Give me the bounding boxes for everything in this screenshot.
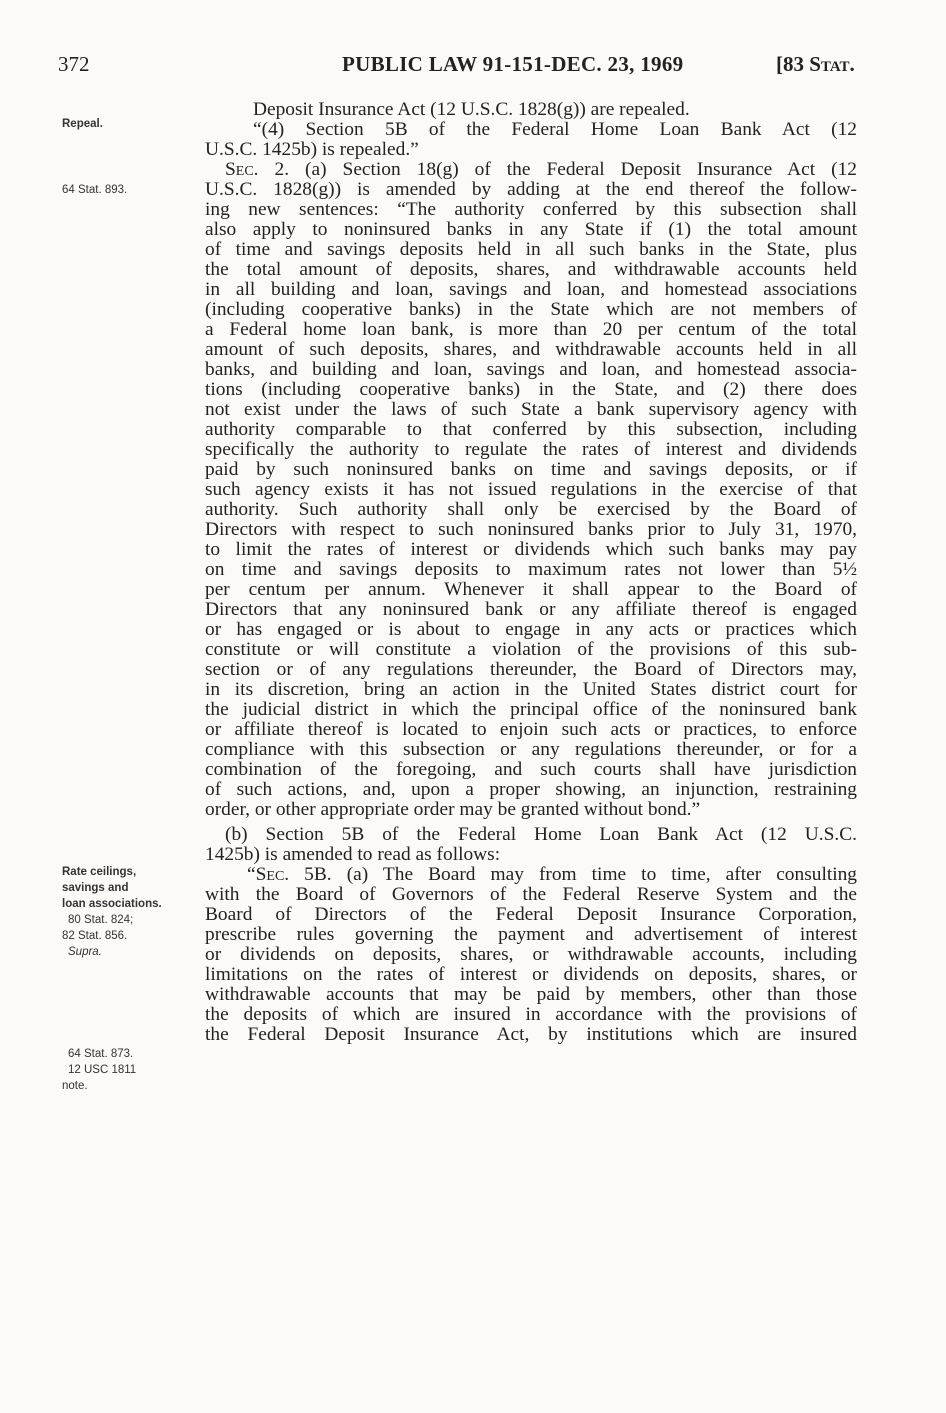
- text-line: U.S.C. 1425b) is repealed.”: [205, 139, 419, 160]
- statute-volume: [83: [776, 52, 804, 76]
- text-line: paid by such noninsured banks on time and savings deposits, or if: [205, 459, 857, 480]
- text-line: tions (including cooperative banks) in the State, and (2) there does: [205, 379, 857, 400]
- text-line: or affiliate thereof is located to enjoin such acts or practices, to enforce: [205, 719, 857, 740]
- text-line: combination of the foregoing, and such courts shall have jurisdiction: [205, 759, 857, 780]
- text-line: with the Board of Governors of the Federal Reserve System and the: [205, 884, 857, 905]
- text-line: prescribe rules governing the payment and advertisement of interest: [205, 924, 857, 945]
- text-line: order, or other appropriate order may be granted without bond.”: [205, 799, 701, 820]
- text-line: not exist under the laws of such State a bank supervisory agency with: [205, 399, 857, 420]
- text-line: withdrawable accounts that may be paid by members, other than those: [205, 984, 857, 1005]
- text-line: the total amount of deposits, shares, and withdrawable accounts held: [205, 259, 857, 280]
- text-line: per centum per annum. Whenever it shall appear to the Board of: [205, 579, 857, 600]
- text-line: specifically the authority to regulate the rates of interest and dividends: [205, 439, 857, 460]
- text-line: Directors that any noninsured bank or any affiliate thereof is engaged: [205, 599, 857, 620]
- page-number: 372: [58, 52, 90, 76]
- text-line: the deposits of which are insured in accordance with the provisions of: [205, 1004, 857, 1025]
- text-line: the Federal Deposit Insurance Act, by institutions which are insured: [205, 1024, 857, 1045]
- running-title: PUBLIC LAW 91-151-DEC. 23, 1969: [342, 52, 684, 76]
- text-line: U.S.C. 1828(g)) is amended by adding at the end thereof the follow-: [205, 179, 857, 200]
- text-line: or dividends on deposits, shares, or withdrawable accounts, including: [205, 944, 857, 965]
- statute-reference: [776, 52, 855, 77]
- text-line: in all building and loan, savings and loan, and homestead associations: [205, 279, 857, 300]
- text-line: Deposit Insurance Act (12 U.S.C. 1828(g)) are repealed.: [253, 99, 690, 120]
- text-line: to limit the rates of interest or dividends which such banks may pay: [205, 539, 857, 560]
- margin-notes: [0, 0, 220, 1413]
- text-line: Directors with respect to such noninsured banks prior to July 31, 1970,: [205, 519, 857, 540]
- text-line: or has engaged or is about to engage in any acts or practices which: [205, 619, 857, 640]
- text-line: a Federal home loan bank, is more than 20 per centum of the total: [205, 319, 857, 340]
- text-line: banks, and building and loan, savings and loan, and homestead associa-: [205, 359, 857, 380]
- text-line: amount of such deposits, shares, and withdrawable accounts held in all: [205, 339, 857, 360]
- text-line: also apply to noninsured banks in any State if (1) the total amount: [205, 219, 857, 240]
- text-line: “(4) Section 5B of the Federal Home Loan Bank Act (12: [253, 119, 857, 140]
- margin-note-stat-873: 64 Stat. 873. 12 USC 1811 note.: [62, 1048, 137, 1092]
- text-line: Sec. 2. (a) Section 18(g) of the Federal Deposit Insurance Act (12: [225, 159, 857, 180]
- text-line: section or of any regulations thereunder, the Board of Directors may,: [205, 659, 857, 680]
- margin-note-rate-ceilings: Rate ceilings, savings and loan associations. 80 Stat. 824; 82 Stat. 856. Supra.: [62, 866, 162, 958]
- text-line: the judicial district in which the principal office of the noninsured bank: [205, 699, 857, 720]
- text-line: compliance with this subsection or any regulations thereunder, or for a: [205, 739, 857, 760]
- text-line: limitations on the rates of interest or dividends on deposits, shares, or: [205, 964, 857, 985]
- text-line: Board of Directors of the Federal Deposit Insurance Corporation,: [205, 904, 857, 925]
- margin-note-stat-893: 64 Stat. 893.: [62, 184, 128, 196]
- text-line: on time and savings deposits to maximum rates not lower than 5½: [205, 559, 857, 580]
- statute-word: Stat.: [809, 52, 855, 76]
- text-line: authority comparable to that conferred by this subsection, including: [205, 419, 857, 440]
- margin-note-repeal: Repeal.: [62, 118, 103, 130]
- text-line: (b) Section 5B of the Federal Home Loan Bank Act (12 U.S.C.: [225, 824, 857, 845]
- text-line: constitute or will constitute a violation of the provisions of this sub-: [205, 639, 857, 660]
- text-line: (including cooperative banks) in the State which are not members of: [205, 299, 857, 320]
- text-line: 1425b) is amended to read as follows:: [205, 844, 501, 865]
- text-line: authority. Such authority shall only be exercised by the Board of: [205, 499, 857, 520]
- text-line: ing new sentences: “The authority conferred by this subsection shall: [205, 199, 857, 220]
- text-line: such agency exists it has not issued regulations in the exercise of that: [205, 479, 857, 500]
- text-line: in its discretion, bring an action in the United States district court for: [205, 679, 857, 700]
- text-line: of such actions, and, upon a proper showing, an injunction, restraining: [205, 779, 857, 800]
- text-line: of time and savings deposits held in all such banks in the State, plus: [205, 239, 857, 260]
- body-text: [205, 100, 857, 1045]
- text-line: “Sec. 5B. (a) The Board may from time to time, after consulting: [247, 864, 857, 885]
